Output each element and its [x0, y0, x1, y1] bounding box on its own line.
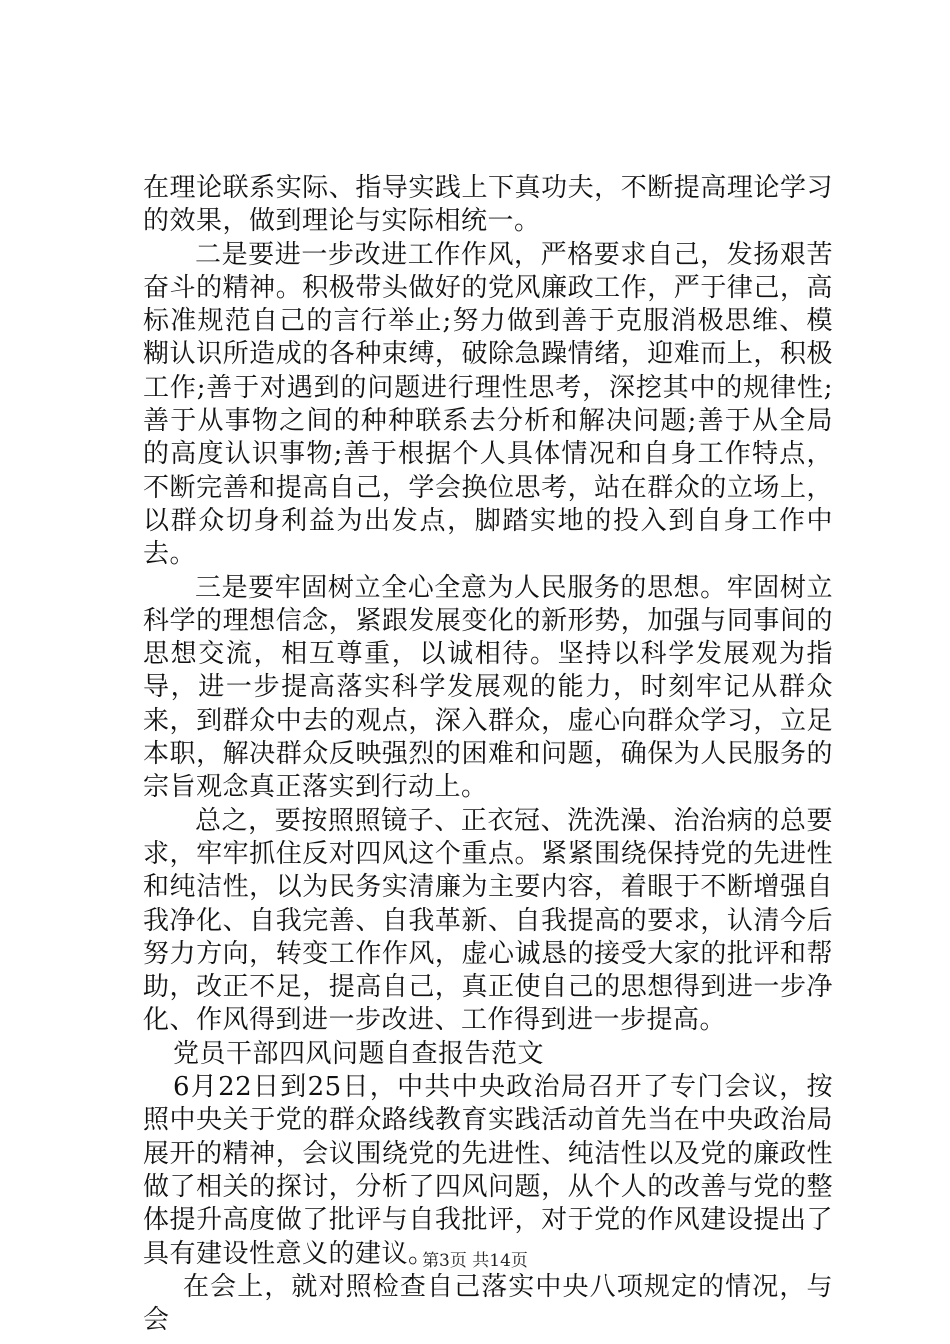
paragraph-at-meeting: 在会上，就对照检查自己落实中央八项规定的情况，与会: [143, 1271, 833, 1336]
paragraph-meeting: 6月22日到25日，中共中央政治局召开了专门会议，按照中央关于党的群众路线教育实践活动首先当在中央政治局展开的精神，会议围绕党的先进性、纯洁性以及党的廉政性做了相关的探讨，分析了四风问题，从个人的改善与党的整体提升高度做了批评与自我批评，对于党的作风建设提出了具有建设性意义的建议。: [143, 1072, 833, 1269]
paragraph-continuation: 在理论联系实际、指导实践上下真功夫，不断提高理论学习的效果，做到理论与实际相统一。: [143, 173, 833, 237]
paragraph-work-style: 二是要进一步改进工作作风，严格要求自己，发扬艰苦奋斗的精神。积极带头做好的党风廉政工作，严于律己，高标准规范自己的言行举止;努力做到善于克服消极思维、模糊认识所造成的各种束缚，破除急躁情绪，迎难而上，积极工作;善于对遇到的问题进行理性思考，深挖其中的规律性;善于从事物之间的种种联系去分析和解决问题;善于从全局的高度认识事物;善于根据个人具体情况和自身工作特点，不断完善和提高自己，学会换位思考，站在群众的立场上，以群众切身利益为出发点，脚踏实地的投入到自身工作中去。: [143, 239, 833, 570]
page-number-footer: 第3页 共14页: [422, 1251, 528, 1271]
paragraph-summary: 总之，要按照照镜子、正衣冠、洗洗澡、治治病的总要求，牢牢抓住反对四风这个重点。紧紧围绕保持党的先进性和纯洁性，以为民务实清廉为主要内容，着眼于不断增强自我净化、自我完善、自我革新、自我提高的要求，认清今后努力方向，转变工作作风，虚心诚恳的接受大家的批评和帮助，改正不足，提高自己，真正使自己的思想得到进一步净化、作风得到进一步改进、工作得到进一步提高。: [143, 805, 833, 1036]
document-body: [143, 172, 833, 1337]
section-heading: 党员干部四风问题自查报告范文: [173, 1038, 545, 1069]
paragraph-serve-people: 三是要牢固树立全心全意为人民服务的思想。牢固树立科学的理想信念，紧跟发展变化的新形势，加强与同事间的思想交流，相互尊重，以诚相待。坚持以科学发展观为指导，进一步提高落实科学发展观的能力，时刻牢记从群众来，到群众中去的观点，深入群众，虚心向群众学习，立足本职，解决群众反映强烈的困难和问题，确保为人民服务的宗旨观念真正落实到行动上。: [143, 572, 833, 803]
